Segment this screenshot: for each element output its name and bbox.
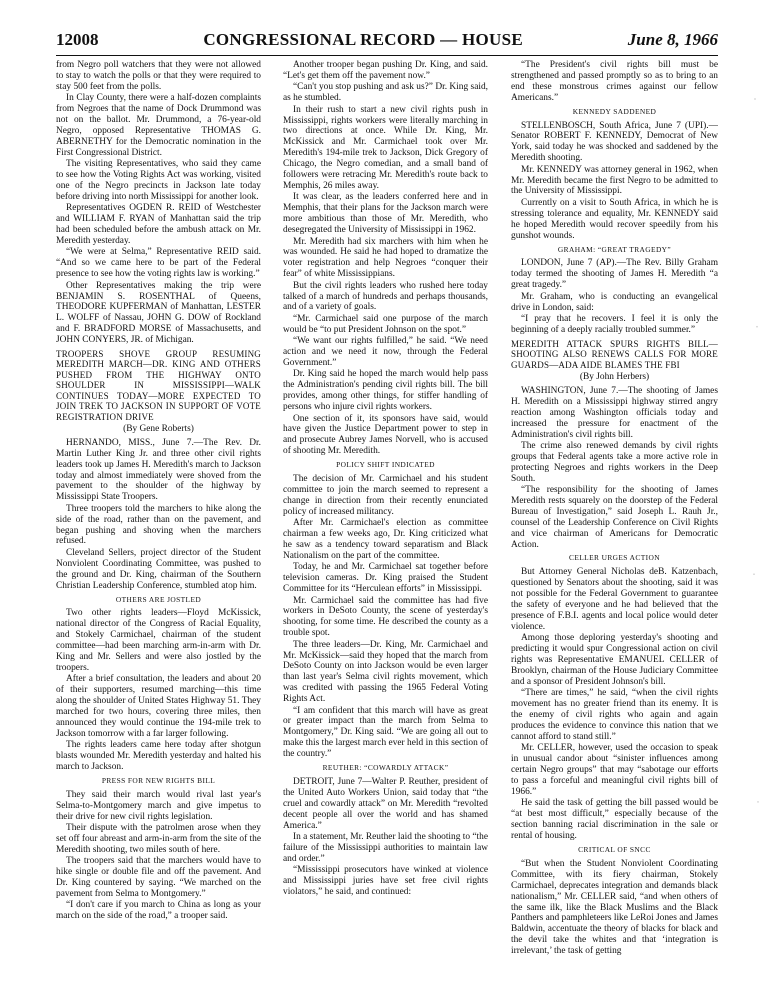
paragraph: HERNANDO, MISS., June 7.—The Rev. Dr. Martin Luther King Jr. and three other civil rights leaders took up James H. Meredith's march to Jackson today and almost immediately were shoved from the pavement to the shoulder of the highway by Mississippi State Troopers.: [56, 437, 261, 503]
paragraph: STELLENBOSCH, South Africa, June 7 (UPI).—Senator ROBERT F. KENNEDY, Democrat of New York, said today he was shocked and saddened by the Meredith shooting.: [511, 120, 718, 164]
section-subhead: REUTHER: “COWARDLY ATTACK”: [322, 763, 449, 773]
paragraph: “I pray that he recovers. I feel it is only the beginning of a deeply racially troubled summer.”: [511, 313, 718, 335]
section-subhead: CRITICAL OF SNCC: [578, 845, 651, 855]
paragraph: “The responsibility for the shooting of James Meredith rests squarely on the doorstep of the Federal Bureau of Investigation,” said Joseph L. Rauh Jr., counsel of the Leadership Conference on Civil Rights and vice chairman of Americans for Democratic Action.: [511, 485, 718, 550]
paragraph: LONDON, June 7 (AP).—The Rev. Billy Graham today termed the shooting of James H. Meredith “a great tragedy.”: [511, 258, 718, 291]
paragraph: But the civil rights leaders who rushed here today talked of a march of hundreds and perhaps thousands, and of a variety of goals.: [283, 280, 488, 313]
paragraph: He said the task of getting the bill passed would be “at best most difficult,” especially because of the section banning racial discrimination in the sale or rental of housing.: [511, 798, 718, 842]
scan-edge-noise: [751, 0, 761, 990]
paragraph: “The President's civil rights bill must be strengthened and passed promptly so as to bring to an end these monstrous crimes against our fellow Americans.”: [511, 60, 718, 103]
article-byline: (By Gene Roberts): [123, 423, 194, 434]
paragraph: Mr. Carmichael said the committee has had five workers in DeSoto County, the scene of yesterday's shooting, for some time. He described the county as a trouble spot.: [283, 595, 488, 639]
paragraph: Currently on a visit to South Africa, in which he is stressing tolerance and equality, Mr. KENNEDY said he hoped Meredith would recover speedily from his gunshot wounds.: [511, 197, 718, 241]
header-rule: [56, 55, 718, 56]
paragraph: Mr. CELLER, however, used the occasion to speak in unusual candor about “sinister influences among certain Negro groups” that may “sabotage our efforts to pass a forceful and meaningful civil rights bill of 1966.”: [511, 743, 718, 797]
paragraph: The visiting Representatives, who said they came to see how the Voting Rights Act was working, visited one of the Negro precincts in Jackson late today before driving into north Mississippi for another look.: [56, 159, 261, 202]
article-headline: MEREDITH ATTACK SPURS RIGHTS BILL—SHOOTING ALSO RENEWS CALLS FOR MORE GUARDS—ADA AIDE BLAMES THE FBI: [511, 338, 718, 370]
running-head: CONGRESSIONAL RECORD — HOUSE: [203, 30, 523, 49]
page-number: 12008: [56, 30, 99, 49]
header-date: June 8, 1966: [627, 30, 718, 49]
paragraph: Other Representatives making the trip were BENJAMIN S. ROSENTHAL of Queens, THEODORE KUPFERMAN of Manhattan, LESTER L. WOLFF of Nassau, JOHN G. DOW of Rockland and F. BRADFORD MORSE of Massachusetts, and JOHN CONYERS, JR. of Michigan.: [56, 280, 261, 346]
section-subhead: GRAHAM: “GREAT TRAGEDY”: [557, 244, 672, 254]
paragraph: “Mississippi prosecutors have winked at violence and Mississippi juries have set free civil rights violators,” he said, and continued:: [283, 865, 488, 898]
article-byline: (By John Herbers): [579, 371, 650, 382]
paragraph: Representatives OGDEN R. REID of Westchester and WILLIAM F. RYAN of Manhattan said the trip had been scheduled before the ambush attack on Mr. Meredith yesterday.: [56, 203, 261, 246]
paragraph: In a statement, Mr. Reuther laid the shooting to “the failure of the Mississippi authorities to maintain law and order.”: [283, 832, 488, 864]
page-header: [56, 30, 718, 52]
paragraph: Among those deploring yesterday's shooting and predicting it would spur Congressional action on civil rights was Representative EMANUEL CELLER of Brooklyn, chairman of the House Judiciary Committee and a sponsor of President Johnson's bill.: [511, 633, 718, 687]
article-headline: TROOPERS SHOVE GROUP RESUMING MEREDITH MARCH—DR. KING AND OTHERS PUSHED FROM THE HIGHWAY ONTO SHOULDER IN MISSISSIPPI—WALK CONTINUES TODAY—MORE EXPECTED TO JOIN TREK TO JACKSON IN SUPPORT OF VOTE REGISTRATION DRIVE: [56, 349, 261, 422]
paragraph: Three troopers told the marchers to hike along the side of the road, rather than on the pavement, and began pushing and shoving when the marchers refused.: [56, 503, 261, 547]
paragraph: Two other rights leaders—Floyd McKissick, national director of the Congress of Racial Equality, and Stokely Carmichael, chairman of the student committee—had been marching arm-in-arm with Dr. King and Mr. Sellers and were also jostled by the troopers.: [56, 608, 261, 673]
paragraph: Their dispute with the patrolmen arose when they set off four abreast and arm-in-arm from the site of the Meredith shooting, two miles south of here.: [56, 823, 261, 855]
paragraph: But Attorney General Nicholas deB. Katzenbach, questioned by Senators about the shooting, said it was not possible for the Federal Government to guarantee the safety of everyone and he had believed that the presence of F.B.I. agents and local police would deter violence.: [511, 567, 718, 632]
paragraph: The three leaders—Dr. King, Mr. Carmichael and Mr. McKissick—said they hoped that the march from DeSoto County on into Jackson would be even larger than last year's Selma civil rights movement, which was credited with passing the 1965 Federal Voting Rights Act.: [283, 639, 488, 705]
paragraph: WASHINGTON, June 7.—The shooting of James H. Meredith on a Mississippi highway stirred angry reaction among Washington officials today and increased the pressure for enactment of the Administration's civil rights bill.: [511, 385, 718, 440]
paragraph: In Clay County, there were a half-dozen complaints from Negroes that the name of Dock Drummond was not on the ballot. Mr. Drummond, a 76-year-old Negro, opposed Representative THOMAS G. ABERNETHY for the Democratic nomination in the First Congressional District.: [56, 93, 261, 158]
section-subhead: POLICY SHIFT INDICATED: [336, 460, 435, 470]
section-subhead: OTHERS ARE JOSTLED: [115, 594, 202, 604]
paragraph: They said their march would rival last year's Selma-to-Montgomery march and give impetus to their drive for new civil rights legislation.: [56, 789, 261, 822]
paragraph: “We want our rights fulfilled,” he said. “We need action and we need it now, through the Federal Government.”: [283, 336, 488, 368]
paragraph: “But when the Student Nonviolent Coordinating Committee, with its fiery chairman, Stokely Carmichael, deprecates integration and demands black nationalism,” Mr. CELLER said, “and when others of the same ilk, like the Black Muslims and the Black Panthers and pamphleteers like LeRoi Jones and James Baldwin, accentuate the theory of blacks for black and the devil take the whites and that ‘integration is irrelevant,’ the task of getting: [511, 858, 718, 957]
section-subhead: CELLER URGES ACTION: [569, 553, 660, 563]
columns: [56, 60, 718, 980]
paragraph: The crime also renewed demands by civil rights groups that Federal agents take a more active role in protecting Negroes and rights workers in the Deep South.: [511, 440, 718, 484]
paragraph: “I don't care if you march to China as long as your march on the side of the road,” a trooper said.: [56, 900, 261, 922]
paragraph: Mr. Meredith had six marchers with him when he was wounded. He said he had hoped to dramatize the voter registration and help Negroes “conquer their fear” of white Mississippians.: [283, 236, 488, 280]
paragraph: One section of it, its sponsors have said, would have given the Justice Department power to step in and prosecute Aubrey James Norvell, who is accused of shooting Mr. Meredith.: [283, 413, 488, 457]
section-subhead: KENNEDY SADDENED: [572, 106, 657, 116]
paragraph: from Negro poll watchers that they were not allowed to stay to watch the polls or that they were required to stay 500 feet from the polls.: [56, 60, 261, 92]
paragraph: It was clear, as the leaders conferred here and in Memphis, that their plans for the Jackson march were more ambitious than those of Mr. Meredith, who desegregated the University of Mississippi in 1962.: [283, 192, 488, 236]
paragraph: After a brief consultation, the leaders and about 20 of their supporters, resumed marching—this time along the shoulder of United States Highway 51. They marched for two hours, covering three miles, then announced they would continue the 194-mile trek to Jackson tomorrow with a far larger following.: [56, 674, 261, 739]
paragraph: “Can't you stop pushing and ask us?” Dr. King said, as he stumbled.: [283, 82, 488, 104]
column-1: [56, 60, 261, 978]
paragraph: “Mr. Carmichael said one purpose of the march would be “to put President Johnson on the spot.”: [283, 313, 488, 335]
paragraph: Another trooper began pushing Dr. King, and said. “Let's get them off the pavement now.”: [283, 60, 488, 81]
paragraph: DETROIT, June 7—Walter P. Reuther, president of the United Auto Workers Union, said today that “the cruel and cowardly attack” on Mr. Meredith “revolted decent people all over the world and has shamed America.”: [283, 777, 488, 831]
paragraph: Today, he and Mr. Carmichael sat together before television cameras. Dr. King praised the Student Committee for its “Herculean efforts” in Mississippi.: [283, 562, 488, 595]
paragraph: Mr. Graham, who is conducting an evangelical drive in London, said:: [511, 291, 718, 313]
paragraph: “There are times,” he said, “when the civil rights movement has no greater friend than its enemy. It is the enemy of civil rights who again and again produces the evidence to convince this nation that we cannot afford to stand still.”: [511, 688, 718, 742]
paragraph: The troopers said that the marchers would have to hike single or double file and off the pavement. And Dr. King countered by saying. “We marched on the pavement from Selma to Montgomery.”: [56, 856, 261, 900]
section-subhead: PRESS FOR NEW RIGHTS BILL: [101, 776, 216, 785]
paragraph: Dr. King said he hoped the march would help pass the Administration's pending civil rights bill. The bill provides, among other things, for stiffer handling of persons who injure civil rights workers.: [283, 369, 488, 413]
paragraph: “I am confident that this march will have as great or greater impact than the march from Selma to Montgomery,” Dr. King said. “We are going all out to make this the largest march ever held in this section of the country.”: [283, 705, 488, 760]
paragraph: In their rush to start a new civil rights push in Mississippi, rights workers were literally marching in two directions at once. While Dr. King, Mr. McKissick and Mr. Carmichael took over Mr. Meredith's 194-mile trek to Jackson, Dick Gregory of Chicago, the Negro comedian, and a small band of followers were retracing Mr. Meredith's route back to Memphis, 26 miles away.: [283, 104, 488, 191]
paragraph: Cleveland Sellers, project director of the Student Nonviolent Coordinating Committee, was pushed to the ground and Dr. King, chairman of the Southern Christian Leadership Conference, stumbled atop him.: [56, 547, 261, 591]
column-2: [283, 60, 488, 978]
paragraph: The decision of Mr. Carmichael and his student committee to join the march seemed to represent a change in direction from their recently enunciated policy of increased militancy.: [283, 474, 488, 517]
column-3: [511, 60, 718, 978]
paragraph: Mr. KENNEDY was attorney general in 1962, when Mr. Meredith became the first Negro to be admitted to the University of Mississippi.: [511, 164, 718, 197]
paragraph: “We were at Selma,” Representative REID said. “And so we came here to be part of the Federal presence to see how the voting rights law is working.”: [56, 247, 261, 280]
paragraph: The rights leaders came here today after shotgun blasts wounded Mr. Meredith yesterday and halted his march to Jackson.: [56, 740, 261, 773]
paragraph: After Mr. Carmichael's election as committee chairman a few weeks ago, Dr. King criticized what he saw as a tendency toward separatism and Black Nationalism on the part of the committee.: [283, 518, 488, 561]
